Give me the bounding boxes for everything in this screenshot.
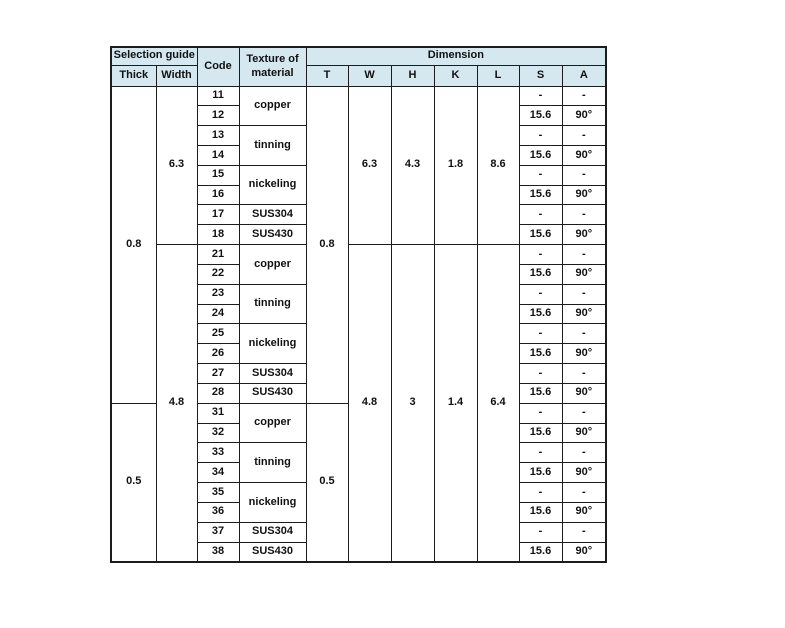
texture-cell: copper — [239, 403, 306, 443]
l-cell: 8.6 — [477, 86, 519, 245]
a-cell: 90° — [562, 264, 606, 284]
a-cell: 90° — [562, 463, 606, 483]
code-cell: 27 — [197, 364, 239, 384]
s-cell: - — [519, 364, 562, 384]
header-dim-h: H — [391, 65, 434, 86]
code-cell: 17 — [197, 205, 239, 225]
code-cell: 33 — [197, 443, 239, 463]
s-cell: - — [519, 245, 562, 265]
texture-cell: nickeling — [239, 483, 306, 523]
a-cell: 90° — [562, 423, 606, 443]
header-dim-t: T — [306, 65, 348, 86]
s-cell: - — [519, 284, 562, 304]
s-cell: 15.6 — [519, 502, 562, 522]
header-code: Code — [197, 47, 239, 86]
s-cell: 15.6 — [519, 304, 562, 324]
header-thick: Thick — [111, 65, 156, 86]
code-cell: 22 — [197, 264, 239, 284]
texture-cell: nickeling — [239, 165, 306, 205]
texture-cell: tinning — [239, 126, 306, 166]
code-cell: 24 — [197, 304, 239, 324]
code-cell: 18 — [197, 225, 239, 245]
a-cell: - — [562, 205, 606, 225]
code-cell: 12 — [197, 106, 239, 126]
code-cell: 32 — [197, 423, 239, 443]
thick-cell: 0.5 — [111, 403, 156, 562]
a-cell: - — [562, 284, 606, 304]
code-cell: 38 — [197, 542, 239, 562]
s-cell: 15.6 — [519, 542, 562, 562]
s-cell: 15.6 — [519, 185, 562, 205]
texture-cell: SUS430 — [239, 225, 306, 245]
header-selection-guide: Selection guide — [111, 47, 197, 65]
code-cell: 14 — [197, 145, 239, 165]
s-cell: 15.6 — [519, 463, 562, 483]
w-cell: 6.3 — [348, 86, 391, 245]
texture-cell: SUS304 — [239, 364, 306, 384]
header-dimension: Dimension — [306, 47, 606, 65]
a-cell: 90° — [562, 185, 606, 205]
header-dim-k: K — [434, 65, 477, 86]
a-cell: 90° — [562, 502, 606, 522]
code-cell: 31 — [197, 403, 239, 423]
code-cell: 21 — [197, 245, 239, 265]
s-cell: 15.6 — [519, 264, 562, 284]
a-cell: - — [562, 364, 606, 384]
a-cell: - — [562, 165, 606, 185]
h-cell: 3 — [391, 245, 434, 562]
header-dim-w: W — [348, 65, 391, 86]
code-cell: 35 — [197, 483, 239, 503]
code-cell: 26 — [197, 344, 239, 364]
texture-cell: SUS430 — [239, 542, 306, 562]
table-row — [111, 86, 606, 106]
s-cell: 15.6 — [519, 344, 562, 364]
texture-cell: SUS430 — [239, 383, 306, 403]
a-cell: - — [562, 443, 606, 463]
s-cell: - — [519, 522, 562, 542]
s-cell: - — [519, 443, 562, 463]
s-cell: - — [519, 403, 562, 423]
l-cell: 6.4 — [477, 245, 519, 562]
s-cell: - — [519, 205, 562, 225]
texture-cell: SUS304 — [239, 205, 306, 225]
texture-cell: tinning — [239, 284, 306, 324]
a-cell: - — [562, 245, 606, 265]
a-cell: 90° — [562, 542, 606, 562]
code-cell: 34 — [197, 463, 239, 483]
s-cell: - — [519, 324, 562, 344]
texture-cell: nickeling — [239, 324, 306, 364]
a-cell: 90° — [562, 145, 606, 165]
texture-cell: copper — [239, 245, 306, 285]
s-cell: 15.6 — [519, 423, 562, 443]
code-cell: 15 — [197, 165, 239, 185]
width-cell: 6.3 — [156, 86, 197, 245]
a-cell: 90° — [562, 344, 606, 364]
a-cell: - — [562, 483, 606, 503]
table-row — [111, 245, 606, 265]
a-cell: - — [562, 324, 606, 344]
a-cell: - — [562, 86, 606, 106]
header-texture-of-material — [239, 47, 306, 86]
code-cell: 23 — [197, 284, 239, 304]
code-cell: 11 — [197, 86, 239, 106]
a-cell: 90° — [562, 106, 606, 126]
texture-cell: copper — [239, 86, 306, 126]
k-cell: 1.8 — [434, 86, 477, 245]
h-cell: 4.3 — [391, 86, 434, 245]
a-cell: 90° — [562, 304, 606, 324]
a-cell: - — [562, 522, 606, 542]
s-cell: 15.6 — [519, 225, 562, 245]
a-cell: 90° — [562, 225, 606, 245]
header-dim-l: L — [477, 65, 519, 86]
code-cell: 25 — [197, 324, 239, 344]
a-cell: 90° — [562, 383, 606, 403]
s-cell: 15.6 — [519, 383, 562, 403]
s-cell: - — [519, 126, 562, 146]
code-cell: 13 — [197, 126, 239, 146]
a-cell: - — [562, 403, 606, 423]
a-cell: - — [562, 126, 606, 146]
s-cell: 15.6 — [519, 145, 562, 165]
code-cell: 37 — [197, 522, 239, 542]
header-texture-line2: material — [251, 66, 294, 79]
code-cell: 36 — [197, 502, 239, 522]
k-cell: 1.4 — [434, 245, 477, 562]
t-cell: 0.5 — [306, 403, 348, 562]
t-cell: 0.8 — [306, 86, 348, 403]
spec-table — [110, 46, 607, 563]
thick-cell: 0.8 — [111, 86, 156, 403]
texture-cell: SUS304 — [239, 522, 306, 542]
header-texture-line1: Texture of — [246, 53, 299, 65]
texture-cell: tinning — [239, 443, 306, 483]
header-width: Width — [156, 65, 197, 86]
header-dim-a: A — [562, 65, 606, 86]
w-cell: 4.8 — [348, 245, 391, 562]
s-cell: - — [519, 483, 562, 503]
s-cell: - — [519, 165, 562, 185]
s-cell: - — [519, 86, 562, 106]
table-body — [111, 86, 606, 562]
s-cell: 15.6 — [519, 106, 562, 126]
code-cell: 28 — [197, 383, 239, 403]
header-dim-s: S — [519, 65, 562, 86]
width-cell: 4.8 — [156, 245, 197, 562]
code-cell: 16 — [197, 185, 239, 205]
